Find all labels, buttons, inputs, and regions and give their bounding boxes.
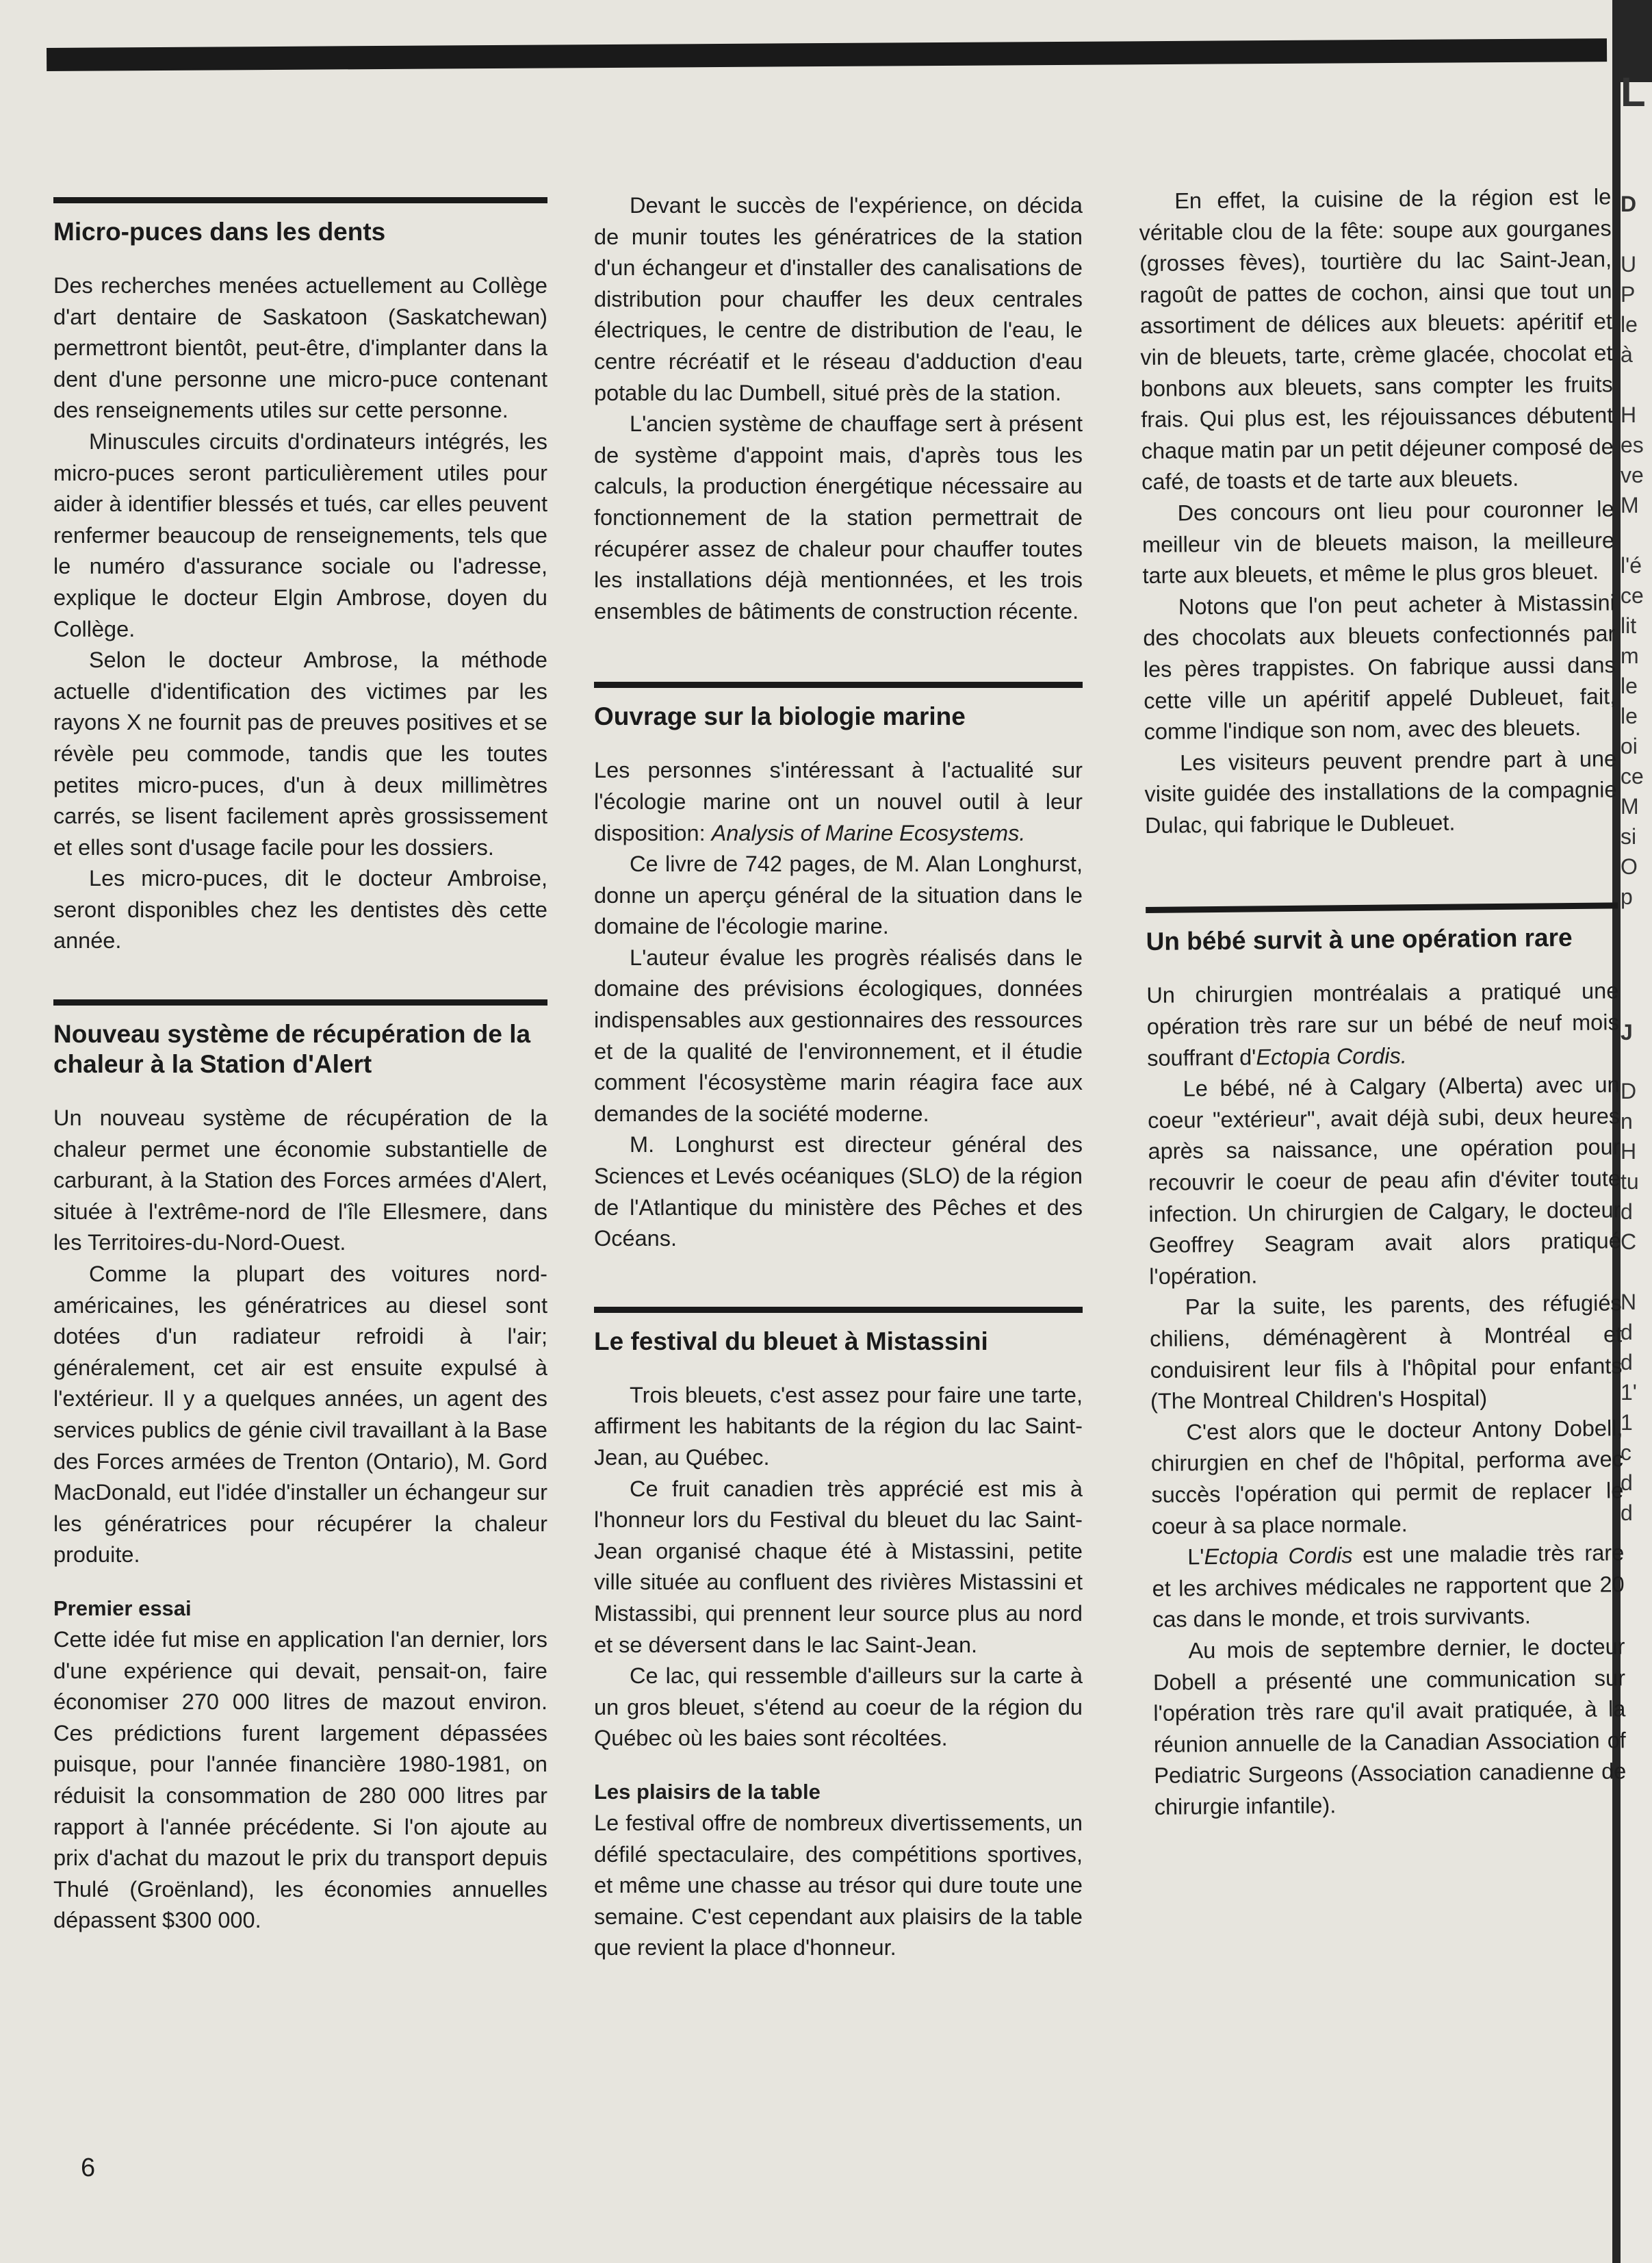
column-3 [1139,181,1627,1823]
page-number: 6 [81,2153,96,2182]
edge-letter: d [1621,1350,1633,1375]
paragraph: Selon le docteur Ambrose, la méthode actuelle d'identification des victimes par les rayons X ne fournit pas de preuves positives et se révèle peu commode, tandis que les toutes petites micro-puces, d'un à deux millimètres carrés, se lisent facilement après grossissement et elles sont d'usage facile pour les dossiers. [53,648,547,860]
edge-letter: M [1621,794,1639,819]
edge-letter: J [1621,1020,1633,1045]
edge-letter: d [1621,1470,1633,1495]
article-title-alert: Nouveau système de récupération de la chaleur à la Station d'Alert [53,1020,531,1079]
paragraph: Cette idée fut mise en application l'an dernier, lors d'une expérience qui devait, pensait-on, faire économiser 270 000 litres de mazout environ. Ces prédictions furent largement dépassées puisque, pour l'année financière 1980-1981, on réduisit la consommation de 280 000 litres par rapport à l'année précédente. Si l'on ajoute au prix d'achat du mazout le prix du transport depuis Thulé (Groënland), les économies annuelles dépassent $300 000. [53,1626,547,1933]
section-rule [594,1307,1083,1313]
paragraph: Notons que l'on peut acheter à Mistassini des chocolats aux bleuets confectionnés par les pères trappistes. On fabrique aussi dans cette ville un apéritif appelé Dubleuet, fait, comme l'indique son nom, avec des bleuets. [1143,590,1616,745]
edge-letter: D [1621,1079,1637,1103]
paragraph: L'auteur évalue les progrès réalisés dans le domaine des prévisions écologiques, données indispensables aux gestionnaires des ressources et de la qualité de l'environnement, et il étudie comment l'écosystème marin réagira face aux demandes de la société moderne. [594,945,1083,1126]
paragraph: C'est alors que le docteur Antony Dobell, chirurgien en chef de l'hôpital, performa avec succès l'opération qui permit de replacer le coeur à sa place normale. [1150,1416,1624,1539]
article-title-festival: Le festival du bleuet à Mistassini [594,1327,988,1355]
edge-letter: c [1621,1440,1631,1465]
article-title-bebe: Un bébé survit à une opération rare [1146,923,1573,956]
edge-letter: ve [1621,463,1644,487]
edge-letter: l'é [1621,553,1642,578]
edge-letter: le [1621,704,1638,728]
edge-letter: es [1621,433,1644,457]
paragraph: Comme la plupart des voitures nord-américaines, les génératrices au diesel sont dotées d'un radiateur refroidi à l'air; généralement, cet air est ensuite expulsé à l'extérieur. Il y a quelques années, un agent des services publics de génie civil travaillant à la Base des Forces armées de Trenton (Ontario), M. Gord MacDonald, eut l'idée d'installer un échangeur sur les génératrices pour récupérer la chaleur produite. [53,1262,547,1568]
article-title-micro-puces: Micro-puces dans les dents [53,218,386,246]
edge-letter: D [1621,192,1637,216]
edge-letter: à [1621,342,1633,367]
paragraph: Les micro-puces, dit le docteur Ambroise, seront disponibles chez les dentistes dès cette année. [53,866,547,954]
edge-letter: N [1621,1290,1637,1314]
paragraph: Au mois de septembre dernier, le docteur Dobell a présenté une communication sur l'opération très rare qu'il avait pratiquée, à la réunion annuelle de la Canadian Association of Pediatric Surgeons (Association canadienne de chirurgie infantile). [1152,1634,1627,1819]
column-1 [53,197,547,1936]
edge-letter: le [1621,674,1638,698]
edge-letter: P [1621,282,1636,307]
paragraph: Des recherches menées actuellement au Collège d'art dentaire de Saskatoon (Saskatchewan) permettront bientôt, peut-être, d'implanter dans la dent d'une personne une micro-puce contenant des renseignements utiles sur cette personne. [53,273,547,423]
edge-letter: m [1621,643,1639,668]
edge-letter: d [1621,1320,1633,1344]
paragraph: Trois bleuets, c'est assez pour faire une tarte, affirment les habitants de la région du lac Saint-Jean, au Québec. [594,1382,1083,1470]
paragraph: En effet, la cuisine de la région est le véritable clou de la fête: soupe aux gourganes (grosses fèves), tourtière du lac Saint-Jean, ragoût de pattes de cochon, ainsi que tout un assortiment de délices aux bleuets: apéritif et vin de bleuets, tarte, crème glacée, chocolat et bonbons aux bleuets, sans compter les fruits frais. Qui plus est, les réjouissances débutent chaque matin par un petit déjeuner composé de café, de toasts et de tarte aux bleuets. [1139,184,1614,495]
edge-letter: d [1621,1500,1633,1525]
paragraph: Des concours ont lieu pour couronner le meilleur vin de bleuets maison, la meilleure tarte aux bleuets, et même le plus gros bleuet. [1141,496,1615,589]
edge-letter: tu [1621,1169,1639,1194]
edge-letter: M [1621,493,1639,517]
edge-letter: oi [1621,734,1638,758]
edge-letter: H [1621,402,1637,427]
edge-letter: ce [1621,764,1644,789]
paragraph: Les visiteurs peuvent prendre part à une visite guidée des installations de la compagnie Dulac, qui fabrique le Dubleuet. [1144,746,1617,838]
top-rule [47,38,1607,71]
edge-letter: 1 [1621,1410,1633,1435]
paragraph: Un nouveau système de récupération de la chaleur permet une économie substantielle de carburant, à la Station des Forces armées d'Alert, située à l'extrême-nord de l'île Ellesmere, dans les Territoires-du-Nord-Ouest. [53,1105,547,1255]
edge-letter: d [1621,1199,1633,1224]
section-rule [53,197,547,203]
paragraph: Ce fruit canadien très apprécié est mis à l'honneur lors du Festival du bleuet du lac Saint-Jean organisé chaque été à Mistassini, petite ville située au confluent des rivières Mistassini et Mistassibi, qui prennent leur source plus au nord et se déversent dans le lac Saint-Jean. [594,1476,1083,1657]
paragraph: Par la suite, les parents, des réfugiés chiliens, déménagèrent à Montréal et conduisirent leur fils à l'hôpital pour enfants (The Montreal Children's Hospital) [1149,1290,1623,1414]
paragraph: Le festival offre de nombreux divertissements, un défilé spectaculaire, des compétitions sportives, et même une chasse au trésor qui dure toute une semaine. C'est cependant aux plaisirs de la table que revient la place d'honneur. [594,1810,1083,1960]
disease-name: Ectopia Cordis [1204,1543,1353,1570]
edge-letter: p [1621,884,1633,909]
edge-letter: ce [1621,583,1644,608]
edge-letter: n [1621,1109,1633,1134]
article-title-biologie: Ouvrage sur la biologie marine [594,702,966,731]
paragraph: Devant le succès de l'expérience, on décida de munir toutes les génératrices de la station d'un échangeur et d'installer des canalisations de distribution pour chauffer les deux centrales électriques, le centre de distribution de l'eau, le centre récréatif et le réseau d'adduction d'eau potable du lac Dumbell, situé près de la station. [594,193,1083,405]
column-2 [594,190,1083,1964]
paragraph: Un chirurgien montréalais a pratiqué une opération très rare sur un bébé de neuf mois souffrant d'Ectopia Cordis. [1146,978,1619,1071]
edge-letter: si [1621,824,1637,849]
edge-letter: H [1621,1139,1637,1164]
disease-name: Ectopia Cordis. [1256,1043,1407,1070]
paragraph: M. Longhurst est directeur général des Sciences et Levés océaniques (SLO) de la région de l'Atlantique du ministère des Pêches et des Océans. [594,1132,1083,1251]
edge-letter: 1' [1621,1380,1637,1405]
edge-letter: U [1621,252,1637,277]
paragraph: L'ancien système de chauffage sert à présent de système d'appoint mais, d'après tous les calculs, la production énergétique nécessaire au fonctionnement de la station permettrait de récupérer assez de chaleur pour chauffer toutes les installations déjà mentionnées, et les trois ensembles de bâtiments de construction récente. [594,411,1083,624]
subhead-plaisirs: Les plaisirs de la table [594,1779,821,1804]
paragraph: Ce livre de 742 pages, de M. Alan Longhurst, donne un aperçu général de la situation dans le domaine de l'écologie marine. [594,852,1083,939]
subhead-premier-essai: Premier essai [53,1596,192,1620]
paragraph: Les personnes s'intéressant à l'actualité sur l'écologie marine ont un nouvel outil à leur disposition: Analysis of Marine Ecosystems. [594,758,1083,845]
paragraph: Ce lac, qui ressemble d'ailleurs sur la carte à un gros bleuet, s'étend au coeur de la région du Québec où les baies sont récoltées. [594,1663,1083,1751]
paragraph: Le bébé, né à Calgary (Alberta) avec un coeur "extérieur", avait déjà subi, deux heures après sa naissance, une opération pour recouvrir le coeur de peau afin d'éviter toute infection. Un chirurgien de Calgary, le docteur Geoffrey Seagram avait alors pratiqué l'opération. [1147,1072,1621,1289]
book-title: Analysis of Marine Ecosystems. [711,820,1026,845]
edge-letter: L [1621,69,1646,115]
edge-letter: O [1621,854,1638,879]
section-rule [594,682,1083,688]
edge-letter: le [1621,312,1638,337]
edge-letter: lit [1621,613,1637,638]
edge-letter: C [1621,1229,1637,1254]
section-rule [53,999,547,1006]
paragraph: L'Ectopia Cordis est une maladie très rare et les archives médicales ne rapportent que 20 cas dans le monde, et trois survivants. [1152,1540,1625,1633]
paragraph: Minuscules circuits d'ordinateurs intégrés, les micro-puces seront particulièrement utiles pour aider à identifier blessés et tués, car elles peuvent renfermer beaucoup de renseignements, tels que le numéro d'assurance sociale ou l'adresse, explique le docteur Elgin Ambrose, doyen du Collège. [53,429,547,641]
